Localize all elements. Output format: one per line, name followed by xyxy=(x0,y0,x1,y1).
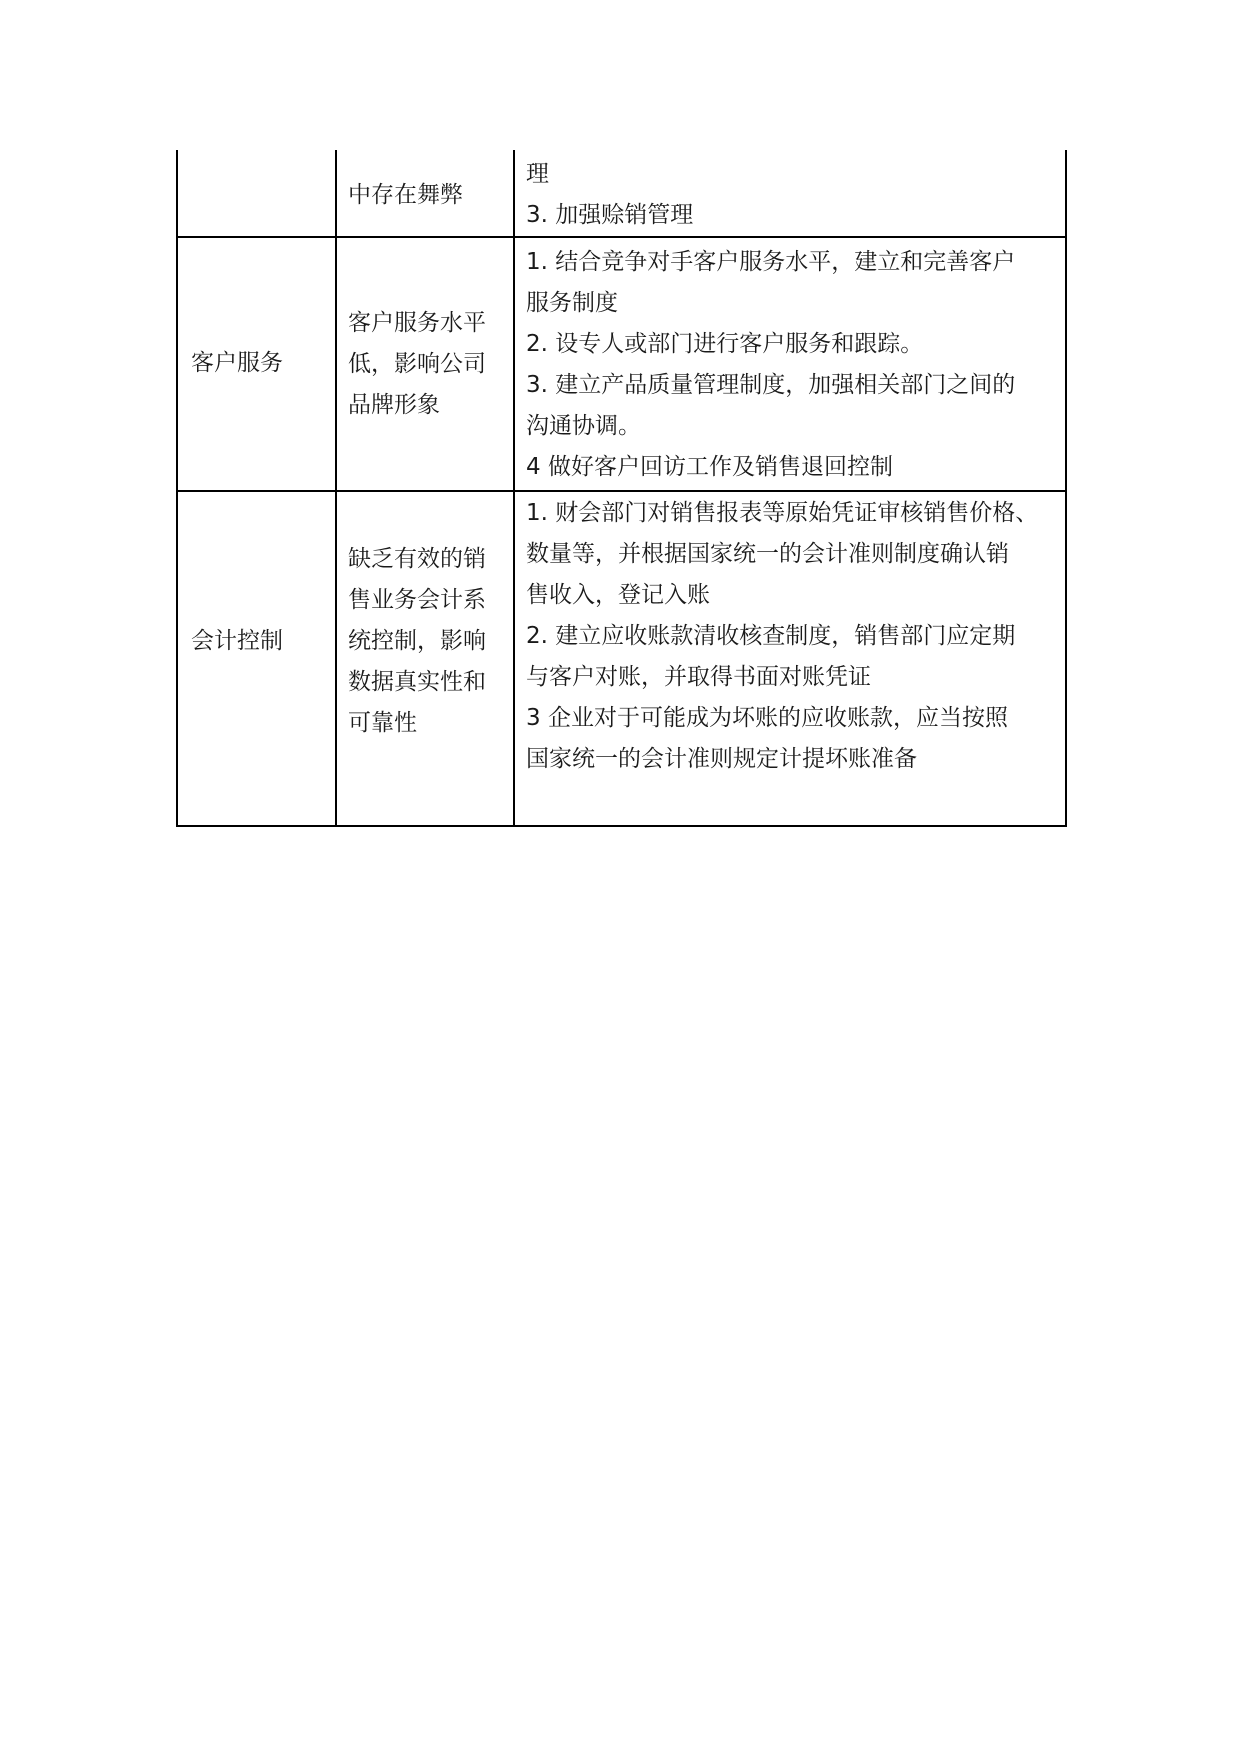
table-row xyxy=(177,150,1066,237)
risk-cell xyxy=(336,150,514,237)
measure-line: 2. 建立应收账款清收核查制度，销售部门应定期 xyxy=(526,623,1016,649)
risk-line: 缺乏有效的销 xyxy=(348,546,486,572)
measure-line: 数量等，并根据国家统一的会计准则制度确认销 xyxy=(526,541,1009,567)
risk-line: 低，影响公司 xyxy=(348,350,486,377)
table-row xyxy=(177,237,1066,491)
measure-line: 沟通协调。 xyxy=(526,413,641,439)
measure-cell xyxy=(514,150,1066,237)
measure-line: 1. 财会部门对销售报表等原始凭证审核销售价格、 xyxy=(526,500,1039,526)
internal-control-table xyxy=(176,150,1067,827)
risk-line: 品牌形象 xyxy=(348,391,440,418)
measure-cell xyxy=(514,237,1066,491)
table-row xyxy=(177,491,1066,826)
risk-line: 中存在舞弊 xyxy=(348,181,463,208)
risk-line: 统控制，影响 xyxy=(348,628,486,654)
measure-line: 3 企业对于可能成为坏账的应收账款，应当按照 xyxy=(526,705,1008,731)
category-cell xyxy=(177,150,336,237)
measure-line: 2. 设专人或部门进行客户服务和跟踪。 xyxy=(526,331,924,357)
risk-line: 售业务会计系 xyxy=(348,587,486,613)
measure-line: 服务制度 xyxy=(526,290,618,316)
measure-line: 3. 建立产品质量管理制度，加强相关部门之间的 xyxy=(526,372,1016,398)
risk-cell xyxy=(336,237,514,491)
measure-line: 4 做好客户回访工作及销售退回控制 xyxy=(526,454,893,480)
category-cell xyxy=(177,491,336,826)
risk-line: 数据真实性和 xyxy=(348,669,486,695)
measure-line: 国家统一的会计准则规定计提坏账准备 xyxy=(526,746,917,772)
measure-cell xyxy=(514,491,1066,826)
measure-line: 理 xyxy=(526,161,549,187)
measure-line: 1. 结合竞争对手客户服务水平，建立和完善客户 xyxy=(526,249,1016,275)
risk-cell xyxy=(336,491,514,826)
risk-line: 客户服务水平 xyxy=(348,309,486,336)
category-cell xyxy=(177,237,336,491)
risk-line: 可靠性 xyxy=(348,710,417,736)
category-text: 会计控制 xyxy=(191,628,283,654)
category-text: 客户服务 xyxy=(191,349,283,376)
measure-line: 售收入，登记入账 xyxy=(526,582,710,608)
measure-line: 与客户对账，并取得书面对账凭证 xyxy=(526,664,871,690)
measure-line: 3. 加强赊销管理 xyxy=(526,202,694,228)
